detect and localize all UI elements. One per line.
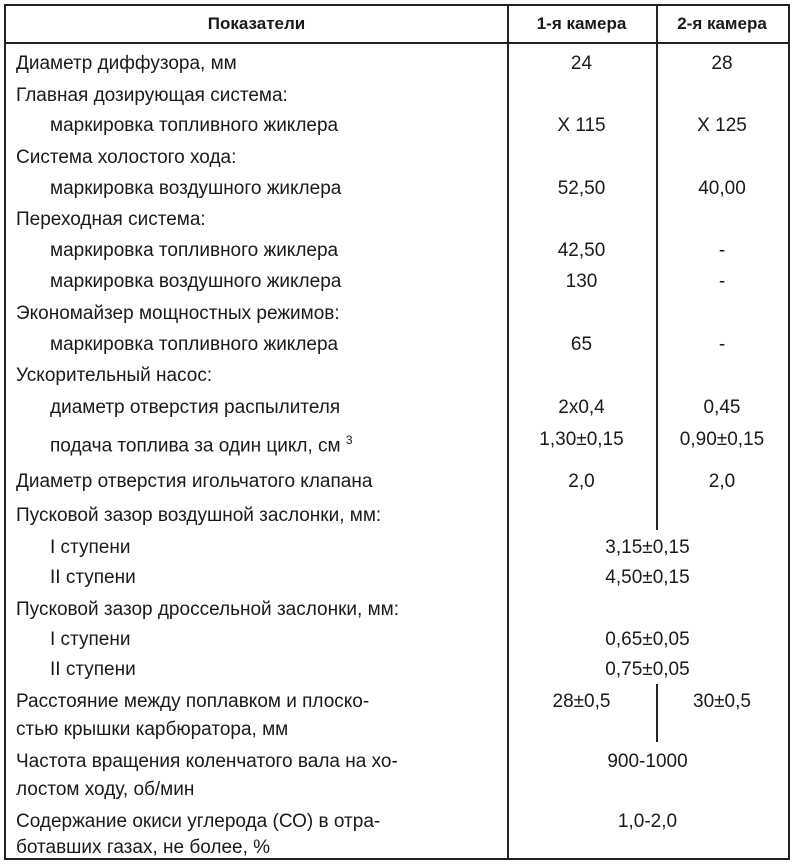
section-label: Пусковой зазор воздушной заслонки, мм: [16, 505, 382, 526]
value-chamber-2: - [718, 240, 726, 261]
value-chamber-1: 24 [570, 53, 593, 74]
value-chamber-1: 52,50 [557, 178, 606, 199]
value-both-chambers: 0,65±0,05 [605, 629, 690, 650]
value-chamber-1: 28±0,5 [552, 691, 611, 712]
value-chamber-2: 28 [711, 53, 733, 74]
row-label: лостом ходу, об/мин [16, 779, 195, 800]
row-label: маркировка воздушного жиклера [50, 178, 342, 199]
row-label: диаметр отверстия распылителя [50, 397, 341, 418]
section-label: Ускорительный насос: [16, 365, 213, 386]
row-label: маркировка топливного жиклера [50, 240, 339, 261]
value-chamber-1: 1,30±0,15 [539, 429, 624, 450]
header-parameter: Показатели [207, 14, 306, 33]
value-chamber-1: 65 [570, 334, 593, 355]
row-label: ботавших газах, не более, % [16, 837, 271, 858]
row-label: подача топлива за один цикл, см $^3$ [50, 433, 353, 457]
section-label: Пусковой зазор дроссельной заслонки, мм: [16, 599, 399, 620]
value-both-chambers: 900-1000 [607, 751, 688, 772]
spec-table [4, 4, 790, 860]
row-label: маркировка воздушного жиклера [50, 271, 342, 292]
value-chamber-1: 42,50 [557, 240, 606, 261]
value-chamber-1: 130 [565, 271, 598, 292]
value-chamber-1: 2x0,4 [558, 397, 605, 418]
value-chamber-2: 2,0 [708, 471, 736, 492]
value-chamber-2: 30±0,5 [693, 691, 751, 712]
header-divider [6, 42, 788, 44]
section-label: Экономайзер мощностных режимов: [16, 303, 340, 324]
value-chamber-2: Х 125 [697, 115, 747, 136]
row-label: II ступени [50, 659, 136, 680]
value-chamber-1: Х 115 [557, 115, 606, 136]
value-both-chambers: 0,75±0,05 [605, 659, 690, 680]
value-chamber-2: - [718, 271, 726, 292]
value-chamber-2: 0,90±0,15 [679, 429, 765, 450]
row-label: I ступени [50, 629, 131, 650]
row-label: Частота вращения коленчатого вала на хо- [16, 751, 398, 772]
superscript: 3 [345, 433, 353, 447]
section-label: Главная дозирующая система: [16, 85, 288, 106]
row-label: стью крышки карбюратора, мм [16, 719, 289, 740]
header-chamber-2: 2-я камера [677, 14, 767, 33]
value-both-chambers: 4,50±0,15 [605, 567, 690, 588]
row-label: Расстояние между поплавком и плоско- [16, 691, 370, 712]
header-chamber-1: 1-я камера [536, 14, 627, 33]
row-label: маркировка топливного жиклера [50, 334, 339, 355]
row-label: I ступени [50, 537, 131, 558]
value-chamber-2: 40,00 [698, 178, 746, 199]
value-chamber-2: 0,45 [703, 397, 741, 418]
row-label: маркировка топливного жиклера [50, 115, 339, 136]
value-both-chambers: 3,15±0,15 [605, 537, 690, 558]
row-label: Диаметр диффузора, мм [16, 53, 237, 74]
row-label: Содержание окиси углерода (СО) в отра- [16, 811, 381, 832]
value-chamber-2: - [718, 334, 726, 355]
section-label: Переходная система: [16, 209, 206, 230]
value-chamber-1: 2,0 [568, 471, 595, 492]
section-label: Система холостого хода: [16, 147, 237, 168]
row-label: Диаметр отверстия игольчатого клапана [16, 471, 373, 492]
value-both-chambers: 1,0-2,0 [617, 811, 678, 832]
row-label: II ступени [50, 567, 136, 588]
